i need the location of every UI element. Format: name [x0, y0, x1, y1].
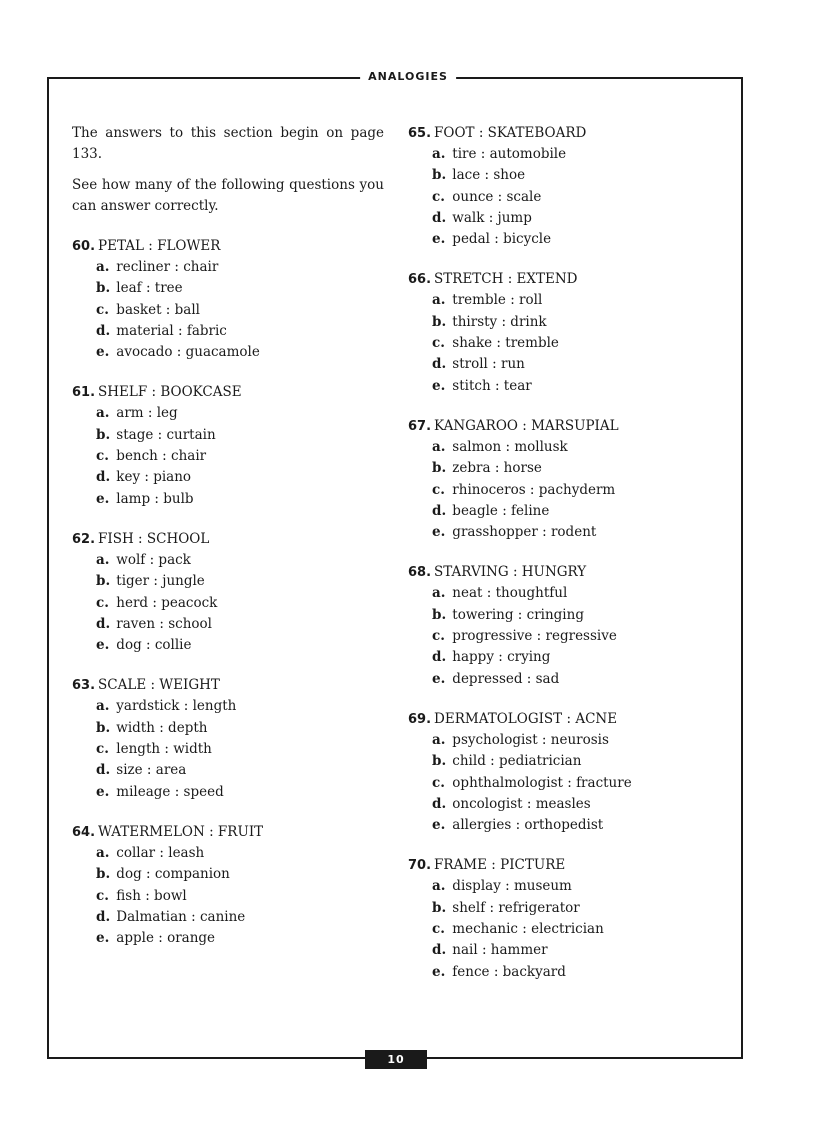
answer-option	[432, 626, 728, 647]
question	[408, 855, 728, 982]
option-letter: d.	[432, 942, 447, 959]
question-list-right	[408, 123, 728, 983]
option-text: tremble : roll	[452, 292, 543, 309]
option-text: tiger : jungle	[116, 573, 205, 590]
question-stem	[408, 416, 728, 437]
option-letter: e.	[432, 231, 446, 248]
question-pair: WATERMELON : FRUIT	[98, 823, 264, 840]
question-pair: FRAME : PICTURE	[434, 857, 566, 874]
question-stem	[72, 236, 384, 257]
answer-option	[432, 354, 728, 375]
option-text: width : depth	[116, 719, 208, 736]
option-letter: b.	[96, 719, 111, 736]
option-letter: e.	[96, 637, 110, 654]
option-letter: d.	[96, 908, 111, 925]
option-text: thirsty : drink	[452, 313, 547, 330]
option-letter: b.	[432, 899, 447, 916]
answer-option	[96, 782, 384, 803]
option-text: wolf : pack	[116, 551, 191, 568]
option-text: raven : school	[116, 615, 212, 632]
option-text: walk : jump	[452, 209, 532, 226]
question-stem	[408, 709, 728, 730]
option-letter: e.	[432, 524, 446, 541]
option-letter: a.	[432, 146, 446, 162]
option-text: fence : backyard	[452, 963, 566, 980]
answer-option	[432, 647, 728, 668]
answer-option	[96, 425, 384, 446]
answer-option	[96, 342, 384, 363]
option-letter: c.	[432, 481, 445, 498]
answer-options	[408, 144, 728, 250]
answer-option	[96, 467, 384, 488]
answer-option	[432, 290, 728, 311]
question-pair: FISH : SCHOOL	[98, 530, 210, 547]
question-stem	[408, 855, 728, 876]
answer-option	[96, 321, 384, 342]
question-stem	[72, 675, 384, 696]
option-text: dog : companion	[116, 866, 230, 883]
option-letter: a.	[96, 844, 110, 861]
option-letter: e.	[96, 930, 110, 947]
option-text: mileage : speed	[116, 783, 224, 800]
option-text: happy : crying	[452, 649, 551, 666]
option-text: material : fabric	[116, 322, 227, 339]
answer-option	[96, 300, 384, 321]
answer-options	[408, 876, 728, 982]
intro	[72, 123, 384, 217]
option-text: apple : orange	[116, 930, 216, 947]
answer-option	[432, 876, 728, 897]
intro-answers-note: The answers to this section begin on page 133.	[72, 125, 384, 162]
option-text: rhinoceros : pachyderm	[452, 481, 616, 498]
option-text: key : piano	[116, 469, 192, 486]
option-letter: a.	[96, 698, 110, 715]
answer-options	[72, 843, 384, 949]
answer-option	[432, 794, 728, 815]
question-stem	[72, 822, 384, 843]
answer-option	[432, 376, 728, 397]
option-text: shelf : refrigerator	[452, 899, 580, 916]
option-letter: a.	[432, 878, 446, 895]
question-stem	[408, 269, 728, 290]
option-letter: d.	[96, 615, 111, 632]
answer-options	[72, 257, 384, 363]
answer-options	[408, 437, 728, 543]
option-text: stroll : run	[452, 356, 525, 373]
answer-option	[96, 718, 384, 739]
answer-option	[432, 898, 728, 919]
answer-option	[432, 522, 728, 543]
option-letter: a.	[432, 731, 446, 748]
answer-option	[432, 501, 728, 522]
answer-option	[432, 144, 728, 165]
option-text: grasshopper : rodent	[452, 524, 597, 541]
option-text: towering : cringing	[452, 606, 584, 623]
option-letter: b.	[96, 426, 111, 443]
question-number: 66.	[408, 272, 432, 288]
option-text: zebra : horse	[452, 460, 542, 477]
option-letter: d.	[96, 322, 111, 339]
answer-option	[96, 403, 384, 424]
option-letter: c.	[432, 188, 445, 205]
answer-option	[432, 333, 728, 354]
answer-option	[432, 815, 728, 836]
option-letter: e.	[432, 817, 446, 834]
question	[408, 416, 728, 543]
question	[408, 562, 728, 689]
answer-option	[96, 864, 384, 885]
question-number: 67.	[408, 418, 432, 434]
right-column	[408, 123, 728, 1002]
question	[72, 236, 384, 363]
answer-option	[432, 919, 728, 940]
question-stem	[408, 123, 728, 144]
option-letter: b.	[432, 606, 447, 623]
option-text: recliner : chair	[116, 259, 219, 275]
question-pair: DERMATOLOGIST : ACNE	[434, 710, 618, 727]
option-text: pedal : bicycle	[452, 231, 552, 248]
option-text: Dalmatian : canine	[116, 908, 246, 925]
option-text: mechanic : electrician	[452, 921, 604, 938]
answer-option	[432, 940, 728, 961]
answer-option	[96, 739, 384, 760]
option-letter: b.	[432, 753, 447, 770]
answer-option	[96, 489, 384, 510]
question-pair: KANGAROO : MARSUPIAL	[434, 417, 619, 434]
option-text: leaf : tree	[116, 280, 183, 297]
option-text: stitch : tear	[452, 377, 532, 394]
option-letter: a.	[96, 405, 110, 422]
question-number: 70.	[408, 858, 432, 874]
option-text: avocado : guacamole	[116, 344, 260, 361]
option-text: length : width	[116, 741, 212, 758]
option-text: bench : chair	[116, 448, 207, 465]
option-letter: c.	[432, 921, 445, 938]
question-number: 61.	[72, 385, 96, 401]
answer-option	[432, 773, 728, 794]
option-letter: b.	[432, 460, 447, 477]
answer-options	[72, 403, 384, 509]
option-letter: c.	[432, 335, 445, 352]
option-letter: c.	[432, 774, 445, 791]
option-text: dog : collie	[116, 637, 192, 654]
option-letter: d.	[96, 469, 111, 486]
option-letter: a.	[432, 438, 446, 455]
answer-option	[96, 614, 384, 635]
question-stem	[72, 382, 384, 403]
answer-options	[408, 583, 728, 689]
option-text: lamp : bulb	[116, 490, 194, 507]
option-letter: c.	[96, 741, 109, 758]
answer-option	[96, 593, 384, 614]
answer-option	[96, 886, 384, 907]
page-number: 10	[365, 1050, 427, 1069]
answer-option	[96, 696, 384, 717]
answer-option	[96, 907, 384, 928]
question	[408, 709, 728, 836]
question-number: 63.	[72, 678, 96, 694]
option-text: ophthalmologist : fracture	[452, 774, 632, 791]
option-text: basket : ball	[116, 301, 200, 318]
answer-option	[96, 550, 384, 571]
answer-option	[432, 208, 728, 229]
option-text: shake : tremble	[452, 335, 559, 352]
answer-options	[72, 696, 384, 802]
answer-option	[96, 760, 384, 781]
option-text: beagle : feline	[452, 502, 550, 519]
question	[72, 529, 384, 656]
option-text: nail : hammer	[452, 942, 548, 959]
answer-options	[72, 550, 384, 656]
answer-option	[432, 962, 728, 983]
answer-option	[96, 446, 384, 467]
option-text: arm : leg	[116, 405, 178, 422]
answer-options	[408, 290, 728, 396]
option-text: child : pediatrician	[452, 753, 582, 770]
question	[408, 123, 728, 250]
intro-instructions: See how many of the following questions you can answer correctly.	[72, 177, 384, 214]
question-pair: FOOT : SKATEBOARD	[434, 125, 587, 141]
answer-option	[432, 312, 728, 333]
answer-option	[96, 571, 384, 592]
question-number: 60.	[72, 239, 96, 254]
answer-option	[432, 605, 728, 626]
option-letter: b.	[432, 313, 447, 330]
answer-option	[96, 635, 384, 656]
option-text: salmon : mollusk	[452, 438, 568, 455]
option-text: tire : automobile	[452, 146, 567, 162]
option-letter: e.	[96, 344, 110, 361]
option-letter: e.	[432, 377, 446, 394]
question-list-left	[72, 236, 384, 949]
option-letter: c.	[96, 594, 109, 611]
answer-option	[432, 669, 728, 690]
question-pair: STRETCH : EXTEND	[434, 271, 578, 288]
answer-option	[432, 187, 728, 208]
option-letter: d.	[432, 649, 447, 666]
option-letter: e.	[432, 963, 446, 980]
option-text: display : museum	[452, 878, 572, 895]
option-text: yardstick : length	[116, 698, 237, 715]
option-text: collar : leash	[116, 844, 205, 861]
option-text: ounce : scale	[452, 188, 542, 205]
question-pair: PETAL : FLOWER	[98, 238, 221, 254]
option-letter: c.	[96, 301, 109, 318]
answer-option	[96, 843, 384, 864]
question-stem	[408, 562, 728, 583]
option-text: herd : peacock	[116, 594, 218, 611]
question-pair: STARVING : HUNGRY	[434, 564, 587, 581]
option-letter: d.	[432, 356, 447, 373]
option-letter: d.	[432, 795, 447, 812]
question-stem	[72, 529, 384, 550]
option-letter: e.	[96, 783, 110, 800]
question-number: 65.	[408, 126, 432, 141]
question	[72, 382, 384, 509]
option-letter: a.	[432, 292, 446, 309]
option-text: allergies : orthopedist	[452, 817, 604, 834]
option-letter: d.	[96, 762, 111, 779]
option-letter: a.	[432, 585, 446, 602]
question	[408, 269, 728, 396]
option-text: stage : curtain	[116, 426, 216, 443]
option-text: depressed : sad	[452, 670, 560, 687]
answer-option	[96, 257, 384, 278]
question-number: 68.	[408, 565, 432, 581]
question	[72, 822, 384, 949]
option-letter: b.	[96, 866, 111, 883]
option-text: neat : thoughtful	[452, 585, 568, 602]
option-text: lace : shoe	[452, 167, 526, 184]
option-letter: a.	[96, 259, 110, 275]
answer-option	[432, 229, 728, 250]
option-letter: e.	[432, 670, 446, 687]
question-number: 69.	[408, 711, 432, 727]
option-letter: b.	[432, 167, 447, 184]
option-text: size : area	[116, 762, 187, 779]
option-text: oncologist : measles	[452, 795, 591, 812]
option-text: progressive : regressive	[452, 628, 617, 645]
option-letter: a.	[96, 551, 110, 568]
option-text: fish : bowl	[116, 887, 187, 904]
answer-option	[96, 278, 384, 299]
answer-option	[432, 583, 728, 604]
question	[72, 675, 384, 802]
answer-option	[432, 730, 728, 751]
answer-option	[432, 751, 728, 772]
answer-options	[408, 730, 728, 836]
question-pair: SHELF : BOOKCASE	[98, 384, 242, 401]
option-letter: b.	[96, 573, 111, 590]
question-pair: SCALE : WEIGHT	[98, 677, 220, 694]
option-letter: e.	[96, 490, 110, 507]
option-letter: d.	[432, 209, 447, 226]
option-letter: c.	[432, 628, 445, 645]
option-letter: c.	[96, 448, 109, 465]
option-letter: c.	[96, 887, 109, 904]
question-number: 64.	[72, 824, 96, 840]
section-title: ANALOGIES	[360, 69, 456, 85]
answer-option	[432, 458, 728, 479]
answer-option	[432, 480, 728, 501]
answer-option	[432, 437, 728, 458]
answer-option	[96, 928, 384, 949]
answer-option	[432, 165, 728, 186]
question-number: 62.	[72, 531, 96, 547]
option-text: psychologist : neurosis	[452, 731, 609, 748]
option-letter: d.	[432, 502, 447, 519]
option-letter: b.	[96, 280, 111, 297]
left-column	[72, 123, 384, 968]
